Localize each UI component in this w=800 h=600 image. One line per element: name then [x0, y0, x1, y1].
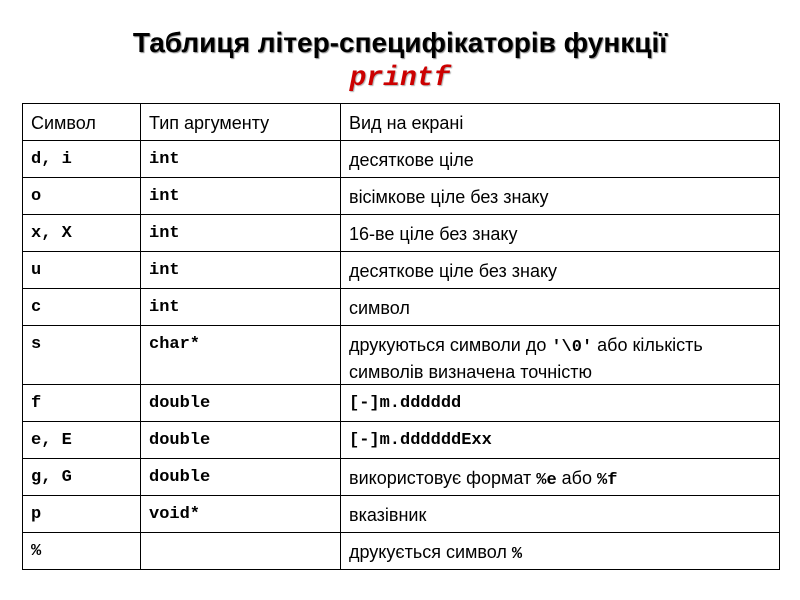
table-row — [23, 459, 780, 496]
header-display: Вид на екрані — [341, 104, 780, 141]
display-text-mid: або — [556, 468, 597, 488]
cell-type: double — [141, 422, 341, 459]
cell-type: char* — [141, 326, 341, 385]
header-type: Тип аргументу — [141, 104, 341, 141]
cell-symbol: e, E — [23, 422, 141, 459]
table-row — [23, 215, 780, 252]
table-row — [23, 496, 780, 533]
cell-symbol: d, i — [23, 141, 141, 178]
cell-type: int — [141, 252, 341, 289]
cell-symbol: u — [23, 252, 141, 289]
header-symbol: Символ — [23, 104, 141, 141]
cell-type: int — [141, 289, 341, 326]
cell-display: символ — [341, 289, 780, 326]
page-subtitle-printf: printf — [349, 63, 451, 94]
cell-symbol: g, G — [23, 459, 141, 496]
display-text-pre: друкується символ — [349, 542, 512, 562]
cell-display — [341, 326, 780, 385]
cell-display: вказівник — [341, 496, 780, 533]
cell-display: 16-ве ціле без знаку — [341, 215, 780, 252]
cell-display: десяткове ціле без знаку — [341, 252, 780, 289]
cell-type: int — [141, 215, 341, 252]
cell-type: int — [141, 178, 341, 215]
display-text-pre: використовує формат — [349, 468, 537, 488]
display-code: %e — [536, 471, 557, 490]
display-code: % — [511, 545, 523, 564]
display-code-2: %f — [597, 471, 618, 490]
cell-type: double — [141, 385, 341, 422]
display-text-post: або кількість символів визначена точністю — [349, 335, 703, 382]
table-row — [23, 252, 780, 289]
cell-type: double — [141, 459, 341, 496]
specifier-table — [22, 103, 780, 570]
cell-display: вісімкове ціле без знаку — [341, 178, 780, 215]
cell-display — [341, 533, 780, 570]
cell-symbol: p — [23, 496, 141, 533]
display-code: '\0' — [551, 338, 593, 357]
cell-type: void* — [141, 496, 341, 533]
cell-display: [-]m.dddddd — [341, 385, 780, 422]
cell-display — [341, 459, 780, 496]
table-row — [23, 289, 780, 326]
cell-symbol: % — [23, 533, 141, 570]
cell-symbol: o — [23, 178, 141, 215]
page-title: Таблиця літер-специфікаторів функції — [132, 27, 668, 58]
table-row — [23, 533, 780, 570]
cell-display: [-]m.ddddddExx — [341, 422, 780, 459]
cell-display: десяткове ціле — [341, 141, 780, 178]
table-row — [23, 178, 780, 215]
cell-symbol: c — [23, 289, 141, 326]
table-row — [23, 385, 780, 422]
cell-type — [141, 533, 341, 570]
table-row — [23, 422, 780, 459]
cell-type: int — [141, 141, 341, 178]
cell-symbol: x, X — [23, 215, 141, 252]
table-row — [23, 326, 780, 385]
display-text-pre: друкуються символи до — [349, 335, 552, 355]
cell-symbol: f — [23, 385, 141, 422]
table-header-row — [23, 104, 780, 141]
cell-symbol: s — [23, 326, 141, 385]
table-row — [23, 141, 780, 178]
